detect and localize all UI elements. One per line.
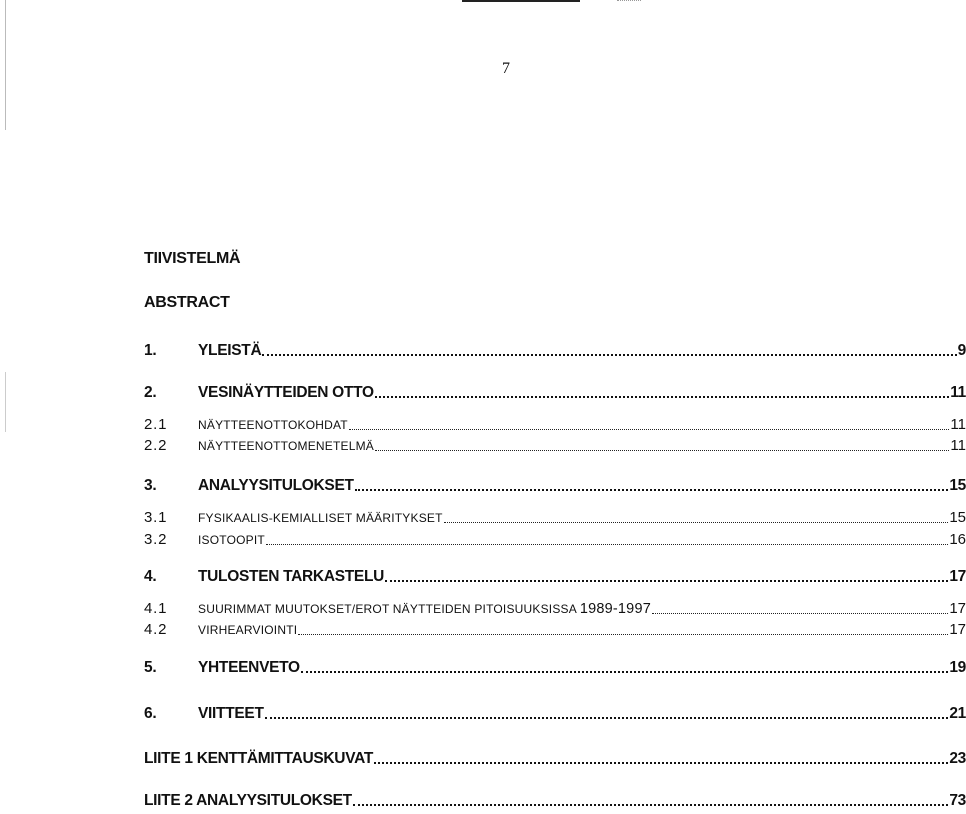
toc-page: 17 bbox=[949, 600, 966, 617]
dot-leader bbox=[262, 354, 956, 356]
toc-number: 3.1 bbox=[144, 509, 168, 526]
toc-title: NÄYTTEENOTTOMENETELMÄ bbox=[198, 439, 374, 453]
dot-leader bbox=[355, 489, 949, 491]
dot-leader bbox=[652, 613, 948, 614]
toc-subentry[interactable] bbox=[144, 435, 966, 455]
dot-leader bbox=[385, 580, 948, 582]
appendix-page: 23 bbox=[949, 750, 966, 767]
heading-abstract: ABSTRACT bbox=[144, 294, 230, 311]
toc-title-years: 1989-1997 bbox=[579, 601, 651, 617]
top-dotted-mark bbox=[617, 0, 641, 2]
top-rule bbox=[462, 0, 580, 2]
toc-page: 16 bbox=[949, 531, 966, 548]
toc-title: FYSIKAALIS-KEMIALLISET MÄÄRITYKSET bbox=[198, 511, 443, 525]
toc-title: YHTEENVETO bbox=[198, 659, 300, 676]
toc-title: ANALYYSITULOKSET bbox=[198, 477, 354, 494]
toc-entry[interactable] bbox=[144, 475, 966, 495]
toc-number: 1. bbox=[144, 342, 157, 359]
scan-edge-mark bbox=[5, 372, 6, 432]
dot-leader bbox=[266, 544, 948, 545]
dot-leader bbox=[265, 717, 949, 719]
dot-leader bbox=[298, 634, 948, 635]
toc-entry[interactable] bbox=[144, 566, 966, 586]
toc-number: 4.1 bbox=[144, 600, 168, 617]
toc-subentry[interactable] bbox=[144, 414, 966, 434]
dot-leader bbox=[375, 396, 949, 398]
toc-title: NÄYTTEENOTTOKOHDAT bbox=[198, 418, 348, 432]
toc-page: 19 bbox=[949, 659, 966, 676]
appendix-title: LIITE 1 KENTTÄMITTAUSKUVAT bbox=[144, 750, 373, 767]
toc-page: 9 bbox=[957, 342, 966, 359]
toc-page: 21 bbox=[949, 705, 966, 722]
toc-number: 2.1 bbox=[144, 416, 168, 433]
toc-title: YLEISTÄ bbox=[198, 342, 262, 359]
appendix-entry[interactable] bbox=[144, 790, 966, 810]
toc-page: 17 bbox=[949, 568, 966, 585]
toc-title: ISOTOOPIT bbox=[198, 533, 265, 547]
toc-entry[interactable] bbox=[144, 382, 966, 402]
toc-entry[interactable] bbox=[144, 703, 966, 723]
toc-page: 15 bbox=[949, 477, 966, 494]
toc-number: 5. bbox=[144, 659, 157, 676]
appendix-page: 73 bbox=[949, 792, 966, 809]
toc-subentry[interactable] bbox=[144, 598, 966, 618]
toc-subentry[interactable] bbox=[144, 507, 966, 527]
toc-page: 11 bbox=[950, 416, 966, 433]
toc-page: 11 bbox=[950, 384, 966, 401]
toc-entry[interactable] bbox=[144, 657, 966, 677]
toc-title: VIITTEET bbox=[198, 705, 264, 722]
toc-title-text: SUURIMMAT MUUTOKSET/EROT NÄYTTEIDEN PITOISUUKSISSA bbox=[198, 602, 577, 616]
dot-leader bbox=[301, 671, 949, 673]
toc-title: VESINÄYTTEIDEN OTTO bbox=[198, 384, 374, 401]
toc-number: 2. bbox=[144, 384, 157, 401]
toc-number: 3.2 bbox=[144, 531, 168, 548]
toc-subentry[interactable] bbox=[144, 529, 966, 549]
toc-title bbox=[198, 600, 651, 618]
page-number: 7 bbox=[502, 60, 510, 77]
toc-subentry[interactable] bbox=[144, 619, 966, 639]
dot-leader bbox=[375, 450, 949, 451]
appendix-entry[interactable] bbox=[144, 748, 966, 768]
toc-page: 17 bbox=[949, 621, 966, 638]
toc-number: 3. bbox=[144, 477, 157, 494]
appendix-title: LIITE 2 ANALYYSITULOKSET bbox=[144, 792, 352, 809]
heading-tiivistelma: TIIVISTELMÄ bbox=[144, 250, 241, 267]
dot-leader bbox=[374, 762, 948, 764]
dot-leader bbox=[444, 522, 949, 523]
dot-leader bbox=[349, 429, 950, 430]
toc-number: 4. bbox=[144, 568, 157, 585]
toc-title: VIRHEARVIOINTI bbox=[198, 623, 298, 637]
toc-number: 4.2 bbox=[144, 621, 168, 638]
toc-title: TULOSTEN TARKASTELU bbox=[198, 568, 385, 585]
toc-page: 11 bbox=[950, 437, 966, 454]
toc-number: 6. bbox=[144, 705, 157, 722]
toc-number: 2.2 bbox=[144, 437, 168, 454]
toc-entry[interactable] bbox=[144, 340, 966, 360]
toc-page: 15 bbox=[949, 509, 966, 526]
dot-leader bbox=[353, 804, 949, 806]
